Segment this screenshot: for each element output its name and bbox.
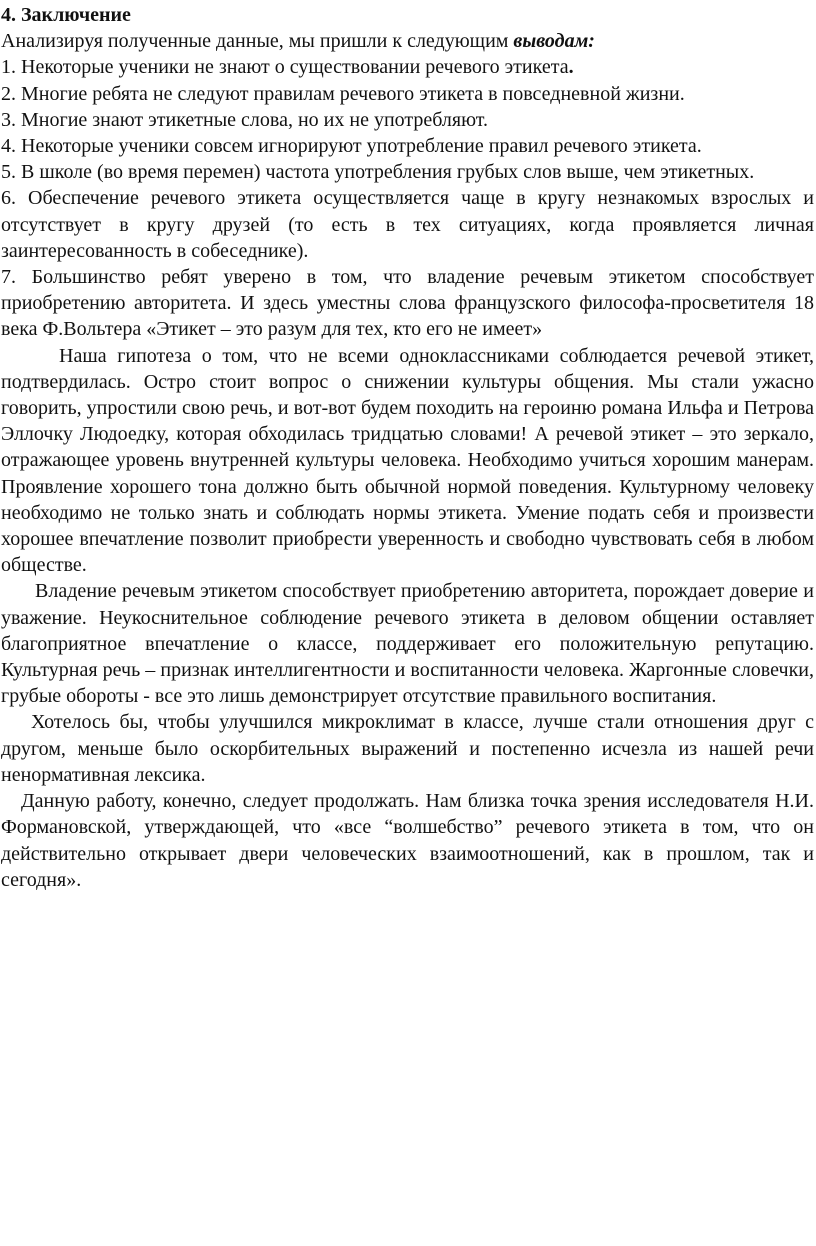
conclusion-item: 3. Многие знают этикетные слова, но их не употребляют. xyxy=(1,108,489,131)
conclusion-item: 5. В школе (во время перемен) частота употребления грубых слов выше, чем этикетных. xyxy=(1,161,755,184)
conclusion-item: 2. Многие ребята не следуют правилам речевого этикета в повседневной жизни. xyxy=(1,82,685,105)
section-heading: 4. Заключение xyxy=(1,4,131,26)
conclusion-item: 6. Обеспечение речевого этикета осуществляется чаще в кругу незнакомых взрослых и отсутствует в кругу друзей (то есть в тех ситуациях, когда проявляется личная заинтересованность в собеседнике). xyxy=(1,187,814,262)
body-paragraph: Хотелось бы, чтобы улучшился микроклимат в классе, лучше стали отношения друг с другом, меньше было оскорбительных выражений и постепенно исчезла из нашей речи ненормативная лексика. xyxy=(1,711,814,786)
conclusion-item: 4. Некоторые ученики совсем игнорируют употребление правил речевого этикета. xyxy=(1,135,702,158)
body-paragraph: Наша гипотеза о том, что не всеми одноклассниками соблюдается речевой этикет, подтвердилась. Остро стоит вопрос о снижении культуры общения. Мы стали ужасно говорить, упростили свою речь, и вот-вот будем походить на героиню романа Ильфа и Петрова Эллочку Людоедку, которая обходилась тридцатью словами! А речевой этикет – это зеркало, отражающее уровень внутренней культуры человека. Необходимо учиться хорошим манерам. Проявление хорошего тона должно быть обычной нормой поведения. Культурному человеку необходимо не только знать и соблюдать нормы этикета. Умение подать себя и произвести хорошее впечатление позволит приобрести уверенность и свободно чувствовать себя в любом обществе. xyxy=(1,344,814,577)
body-paragraph: Владение речевым этикетом способствует приобретению авторитета, порождает доверие и уважение. Неукоснительное соблюдение речевого этикета в деловом общении оставляет благоприятное впечатление о классе, поддерживает его положительную репутацию. Культурная речь – признак интеллигентности и воспитанности человека. Жаргонные словечки, грубые обороты - все это лишь демонстрирует отсутствие правильного воспитания. xyxy=(1,580,814,708)
intro-emphasis: выводам: xyxy=(513,30,595,53)
intro-text: Анализируя полученные данные, мы пришли к следующим xyxy=(1,30,514,53)
body-paragraph: Данную работу, конечно, следует продолжать. Нам близка точка зрения исследователя Н.И. Формановской, утверждающей, что «все “волшебство” речевого этикета в том, что он действительно открывает двери человеческих взаимоотношений, как в прошлом, так и сегодня». xyxy=(1,790,814,891)
conclusion-item xyxy=(1,54,814,80)
conclusion-text: 1. Некоторые ученики не знают о существовании речевого этикета xyxy=(1,56,569,79)
conclusion-period: . xyxy=(568,56,574,79)
intro-line xyxy=(1,28,814,54)
conclusion-item: 7. Большинство ребят уверено в том, что владение речевым этикетом способствует приобретению авторитета. И здесь уместны слова французского философа-просветителя 18 века Ф.Вольтера «Этикет – это разум для тех, кто его не имеет» xyxy=(1,266,814,341)
